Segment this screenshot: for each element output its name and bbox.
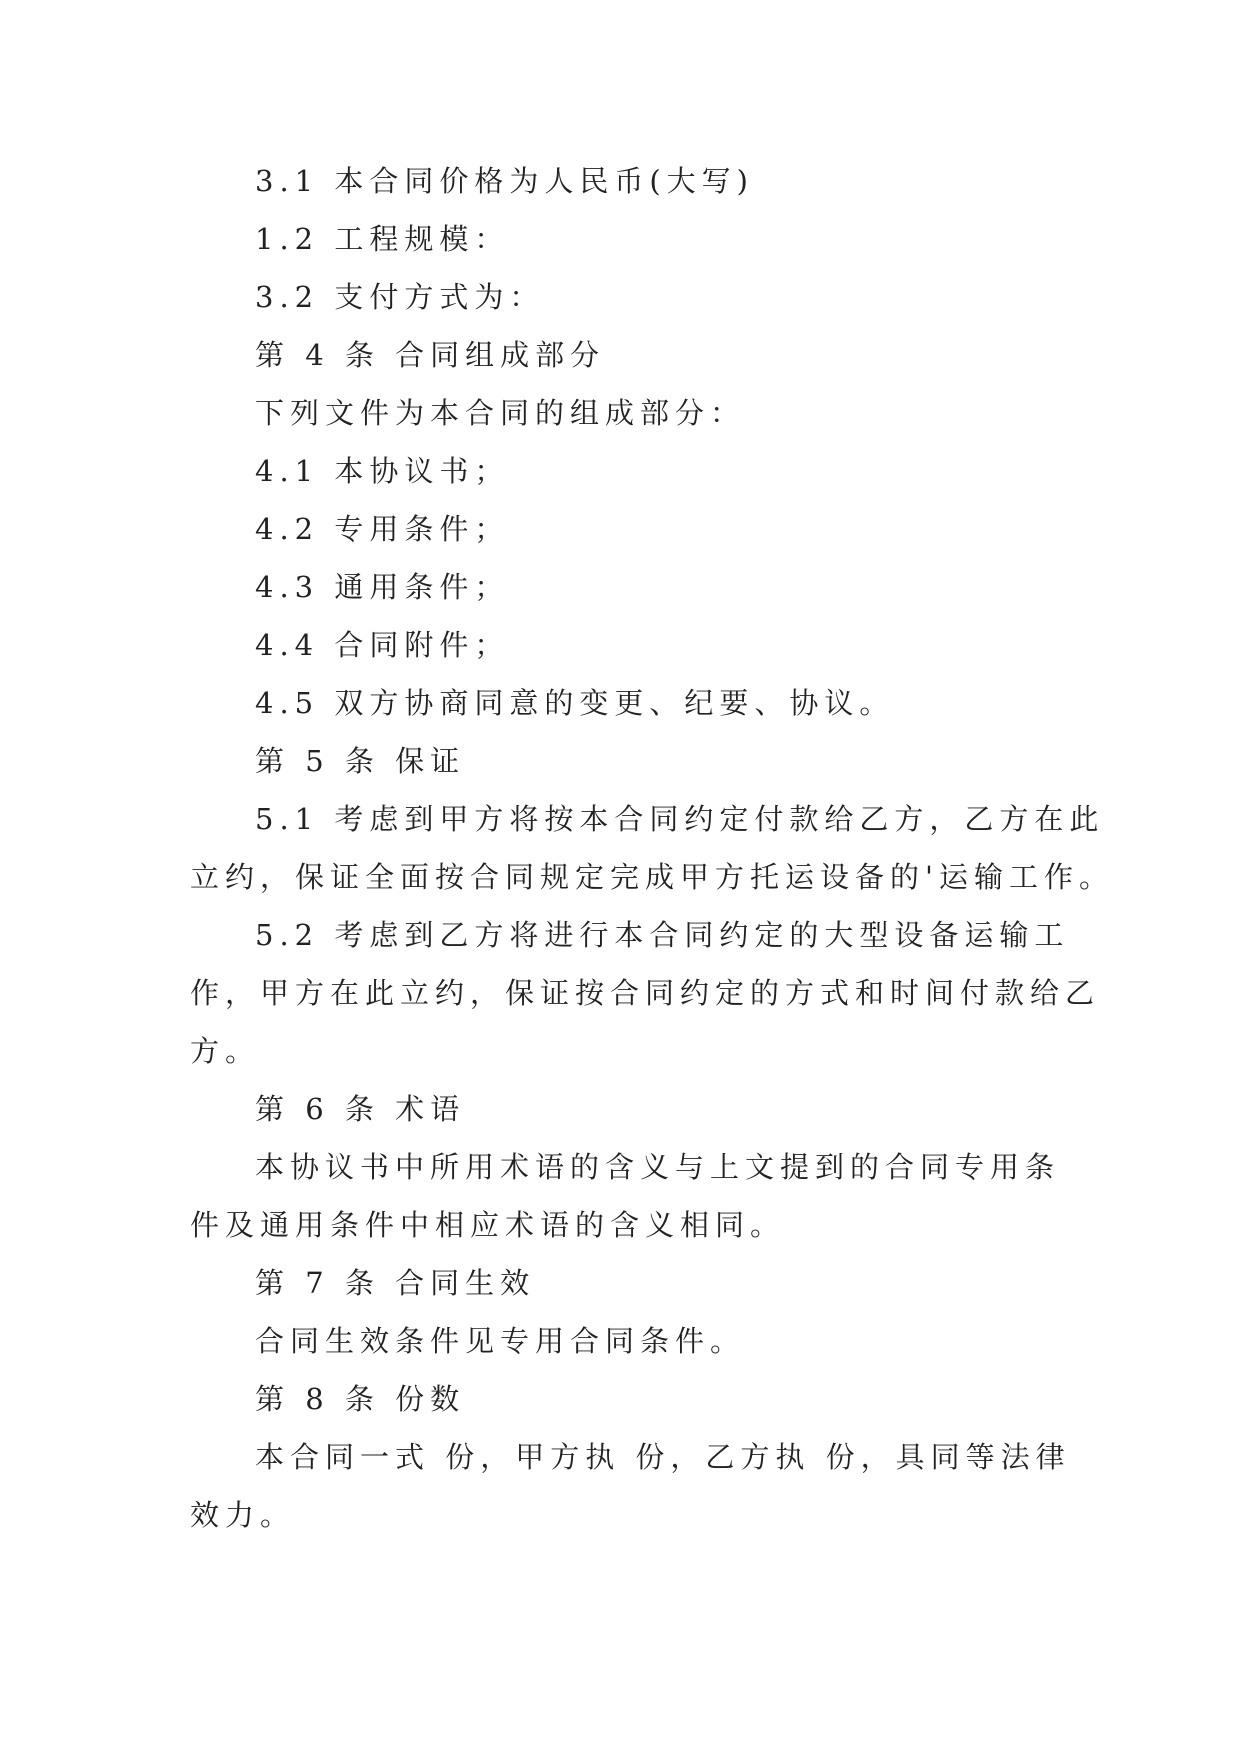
article-5-heading: 第 5 条 保证 (255, 744, 466, 778)
clause-4-3: 4.3 通用条件； (255, 570, 510, 604)
clause-4-4: 4.4 合同附件； (255, 628, 510, 662)
article-7-heading: 第 7 条 合同生效 (255, 1266, 536, 1300)
clause-4-5: 4.5 双方协商同意的变更、纪要、协议。 (255, 686, 895, 720)
article-7-body: 合同生效条件见专用合同条件。 (255, 1324, 746, 1358)
article-8-body-line-1: 本合同一式 份，甲方执 份，乙方执 份，具同等法律 (255, 1440, 1071, 1474)
clause-5-2-line-2: 作，甲方在此立约，保证按合同约定的方式和时间付款给乙 (190, 976, 1101, 1010)
clause-3-1-price: 3.1 本合同价格为人民币(大写) (255, 164, 754, 198)
clause-1-2-scale: 1.2 工程规模： (255, 222, 510, 256)
article-6-heading: 第 6 条 术语 (255, 1092, 466, 1126)
clause-5-2-line-3: 方。 (190, 1034, 261, 1068)
document-body (190, 152, 1114, 1544)
clause-5-1-line-1: 5.1 考虑到甲方将按本合同约定付款给乙方，乙方在此 (255, 802, 1105, 836)
clause-4-1: 4.1 本协议书； (255, 454, 510, 488)
clause-5-2-line-1: 5.2 考虑到乙方将进行本合同约定的大型设备运输工 (255, 918, 1070, 952)
clause-4-2: 4.2 专用条件； (255, 512, 510, 546)
article-6-body-line-2: 件及通用条件中相应术语的含义相同。 (190, 1208, 786, 1242)
article-8-heading: 第 8 条 份数 (255, 1382, 466, 1416)
clause-3-2-payment: 3.2 支付方式为： (255, 280, 545, 314)
article-8-body-line-2: 效力。 (190, 1498, 296, 1532)
clause-5-1-line-2: 立约，保证全面按合同规定完成甲方托运设备的'运输工作。 (190, 860, 1114, 894)
article-4-heading: 第 4 条 合同组成部分 (255, 338, 606, 372)
article-4-intro: 下列文件为本合同的组成部分： (255, 396, 746, 430)
article-6-body-line-1: 本协议书中所用术语的含义与上文提到的合同专用条 (255, 1150, 1061, 1184)
